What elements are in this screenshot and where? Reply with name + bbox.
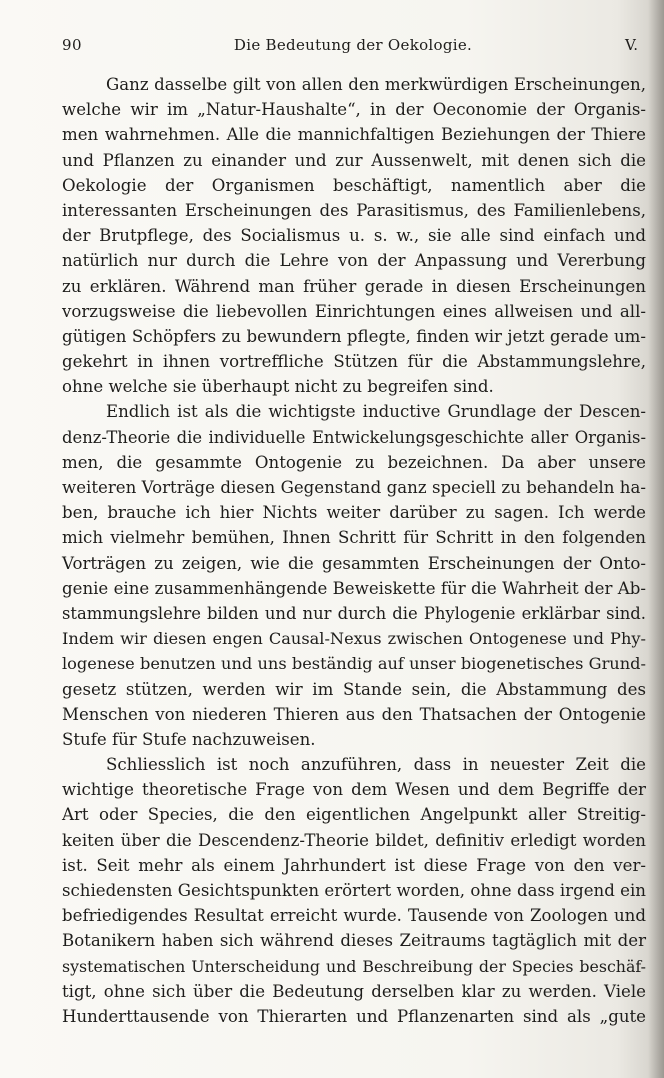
text-line: ben, brauche ich hier Nichts weiter darüber zu sagen. Ich werde xyxy=(62,503,646,523)
paragraph xyxy=(62,399,646,752)
text-line: logenese benutzen und uns beständig auf unser biogenetisches Grund- xyxy=(62,654,646,674)
text-line: men, die gesammte Ontogenie zu bezeichnen. Da aber unsere xyxy=(62,452,646,472)
page-header xyxy=(62,36,644,60)
text-line: schiedensten Gesichtspunkten erörtert worden, ohne dass irgend ein xyxy=(62,881,646,900)
text-line: zu erklären. Während man früher gerade in diesen Erscheinungen xyxy=(62,276,646,296)
text-line: wichtige theoretische Frage von dem Wesen und dem Begriffe der xyxy=(62,780,646,800)
text-line: Art oder Species, die den eigentlichen Angelpunkt aller Streitig- xyxy=(62,805,646,825)
text-line: keiten über die Descendenz-Theorie bildet, definitiv erledigt worden xyxy=(62,830,646,850)
paragraph xyxy=(62,72,646,399)
text-line: Oekologie der Organismen beschäftigt, namentlich aber die xyxy=(62,175,646,195)
text-line: tigt, ohne sich über die Bedeutung derselben klar zu werden. Viele xyxy=(62,981,646,1001)
text-line: Vorträgen zu zeigen, wie die gesammten Erscheinungen der Onto- xyxy=(62,553,646,573)
running-title: Die Bedeutung der Oekologie. xyxy=(233,36,473,54)
text-line: Menschen von niederen Thieren aus den Thatsachen der Ontogenie xyxy=(62,704,646,724)
text-line: ohne welche sie überhaupt nicht zu begreifen sind. xyxy=(62,377,494,397)
text-line: Indem wir diesen engen Causal-Nexus zwischen Ontogenese und Phy- xyxy=(62,629,646,649)
text-line: natürlich nur durch die Lehre von der Anpassung und Vererbung xyxy=(62,251,646,271)
text-line: der Brutpflege, des Socialismus u. s. w., sie alle sind einfach und xyxy=(62,226,646,246)
text-line: Endlich ist als die wichtigste inductive Grundlage der Descen- xyxy=(106,402,646,422)
text-line: und Pflanzen zu einander und zur Aussenwelt, mit denen sich die xyxy=(62,150,646,170)
text-line: befriedigendes Resultat erreicht wurde. Tausende von Zoologen und xyxy=(62,906,646,926)
paragraph xyxy=(62,752,646,1029)
text-line: systematischen Unterscheidung und Beschreibung der Species beschäf- xyxy=(62,956,646,976)
text-line: Hunderttausende von Thierarten und Pflanzenarten sind als „gute xyxy=(62,1006,646,1026)
page-number: 90 xyxy=(62,36,83,54)
text-line: ist. Seit mehr als einem Jahrhundert ist diese Frage von den ver- xyxy=(62,855,646,875)
text-line: denz-Theorie die individuelle Entwickelungsgeschichte aller Organis- xyxy=(62,427,646,447)
text-line: Stufe für Stufe nachzuweisen. xyxy=(62,729,316,749)
text-line: stammungslehre bilden und nur durch die Phylogenie erklärbar sind. xyxy=(62,603,646,623)
body-text xyxy=(62,72,646,1029)
text-line: welche wir im „Natur-Haushalte“, in der Oeconomie der Organis- xyxy=(62,100,646,120)
text-line: vorzugsweise die liebevollen Einrichtungen eines allweisen und all- xyxy=(62,301,646,321)
text-line: Botanikern haben sich während dieses Zeitraums tagtäglich mit der xyxy=(62,931,646,951)
text-line: Ganz dasselbe gilt von allen den merkwürdigen Erscheinungen, xyxy=(106,75,646,94)
page-edge-shadow xyxy=(648,0,664,1078)
text-line: gesetz stützen, werden wir im Stande sein, die Abstammung des xyxy=(62,679,646,699)
text-line: gekehrt in ihnen vortreffliche Stützen für die Abstammungslehre, xyxy=(62,352,646,372)
text-line: genie eine zusammenhängende Beweiskette für die Wahrheit der Ab- xyxy=(62,578,646,598)
text-line: Schliesslich ist noch anzuführen, dass in neuester Zeit die xyxy=(106,755,646,775)
text-line: mich vielmehr bemühen, Ihnen Schritt für Schritt in den folgenden xyxy=(62,528,646,548)
text-line: interessanten Erscheinungen des Parasitismus, des Familienlebens, xyxy=(62,200,646,220)
chapter-number: V. xyxy=(625,36,638,54)
text-line: men wahrnehmen. Alle die mannichfaltigen Beziehungen der Thiere xyxy=(62,125,646,145)
text-line: weiteren Vorträge diesen Gegenstand ganz speciell zu behandeln ha- xyxy=(62,478,646,497)
text-line: gütigen Schöpfers zu bewundern pflegte, finden wir jetzt gerade um- xyxy=(62,326,646,346)
